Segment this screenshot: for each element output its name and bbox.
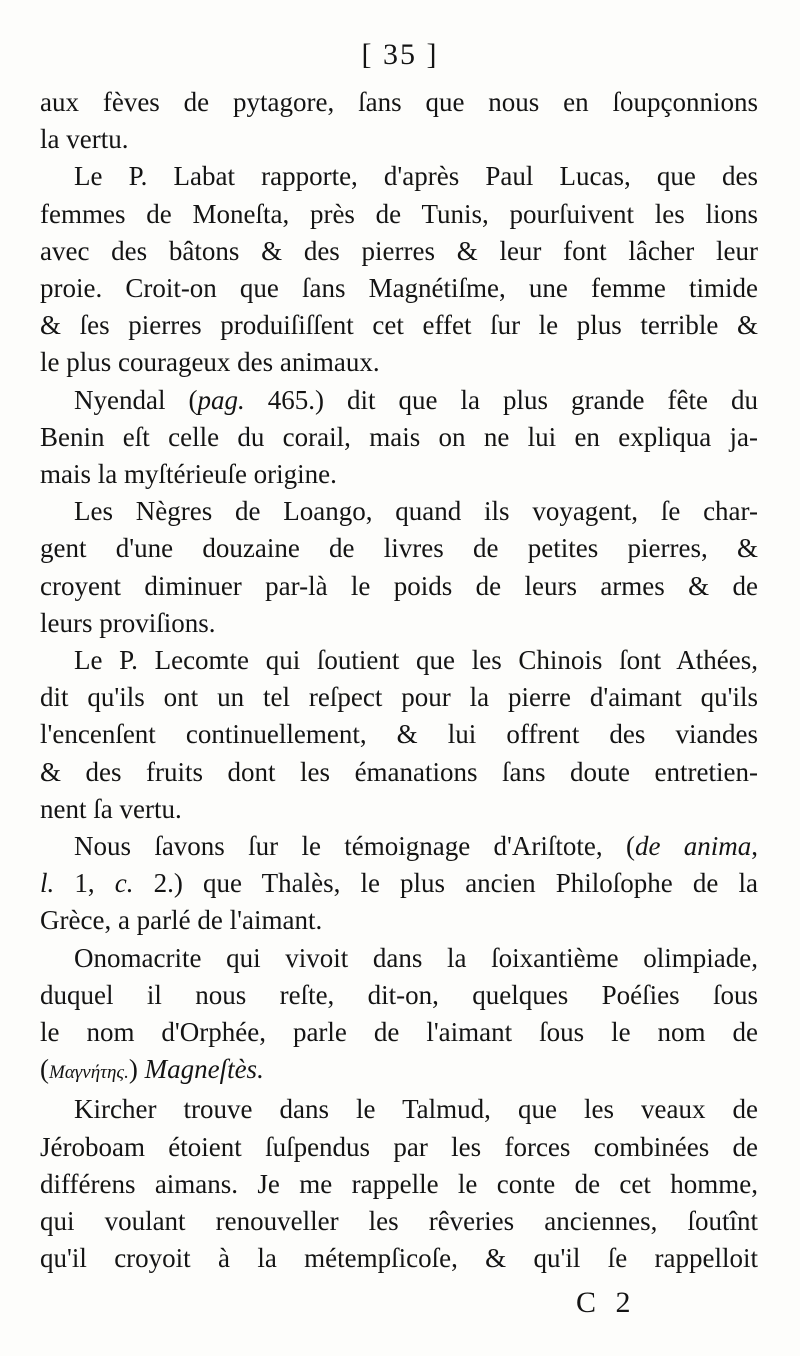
paragraph-onomacrite (40, 940, 758, 1092)
paragraph-kircher (40, 1091, 758, 1277)
text-line: Nous ſavons ſur le témoignage d'Ariſtote, (de anima, (74, 831, 758, 862)
text-line: femmes de Moneſta, près de Tunis, pourſuivent les lions (40, 198, 758, 229)
text-line: qu'il croyoit à la métempſicoſe, & qu'il ſe rappelloit (40, 1243, 758, 1274)
text-line: Nyendal (pag. 465.) dit que la plus grande fête du (74, 384, 758, 415)
paragraph-labat (40, 158, 758, 381)
page-number: [ 35 ] (361, 38, 439, 71)
greek-word: Μαγνήτης. (49, 1062, 129, 1084)
text-line: le nom d'Orphée, parle de l'aimant ſous le nom de (40, 1017, 758, 1048)
text-line: & ſes pierres produiſiſſent cet effet ſur le plus terrible & (40, 310, 758, 341)
text-line: mais la myſtérieuſe origine. (40, 459, 337, 490)
text-line: Le P. Labat rapporte, d'après Paul Lucas, que des (74, 161, 758, 192)
text-line: Kircher trouve dans le Talmud, que les veaux de (74, 1094, 758, 1125)
paragraph-nyendal (40, 382, 758, 494)
text-line: avec des bâtons & des pierres & leur font lâcher leur (40, 235, 758, 266)
paragraph-aristote (40, 828, 758, 940)
text-line: Jéroboam étoient ſuſpendus par les forces combinées de (40, 1131, 758, 1162)
text-line: Grèce, a parlé de l'aimant. (40, 905, 323, 936)
text-line: différens aimans. Je me rappelle le conte de cet homme, (40, 1168, 758, 1199)
text-line: Benin eſt celle du corail, mais on ne lui en expliqua ja- (40, 421, 758, 452)
text-line: Les Nègres de Loango, quand ils voyagent, ſe char- (74, 496, 758, 527)
text-line: dit qu'ils ont un tel reſpect pour la pierre d'aimant qu'ils (40, 682, 758, 713)
text-line: aux fèves de pytagore, ſans que nous en ſoupçonnions (40, 87, 758, 117)
greek-close-paren: ) (128, 1054, 138, 1085)
text-line: leurs proviſions. (40, 607, 216, 638)
text-line: Le P. Lecomte qui ſoutient que les Chinois ſont Athées, (74, 645, 758, 676)
text-line: gent d'une douzaine de livres de petites pierres, & (40, 533, 758, 564)
text-line: croyent diminuer par-là le poids de leurs armes & de (40, 570, 758, 601)
text-line: Onomacrite qui vivoit dans la ſoixantième olimpiade, (74, 942, 758, 973)
paragraph-loango (40, 493, 758, 642)
paragraph-continuation (40, 84, 758, 158)
signature-mark: C 2 (576, 1286, 637, 1319)
paragraph-lecomte (40, 642, 758, 828)
text-line: la vertu. (40, 124, 129, 155)
text-line: l'encenſent continuellement, & lui offrent des viandes (40, 719, 758, 750)
text-line: le plus courageux des animaux. (40, 347, 380, 378)
body-text (40, 84, 758, 1278)
text-line: & des fruits dont les émanations ſans doute entretien- (40, 756, 758, 787)
greek-open-paren: ( (40, 1054, 49, 1085)
text-line: qui voulant renouveller les rêveries anciennes, ſoutînt (40, 1206, 758, 1237)
text-line-greek (40, 1051, 758, 1091)
text-line: nent ſa vertu. (40, 793, 182, 824)
italic-word: Magneſtès. (144, 1054, 264, 1085)
text-line: proie. Croit-on que ſans Magnétiſme, une femme timide (40, 273, 758, 304)
text-line: duquel il nous reſte, dit-on, quelques Poéſies ſous (40, 979, 758, 1010)
text-line: l. 1, c. 2.) que Thalès, le plus ancien Philoſophe de la (40, 868, 758, 899)
